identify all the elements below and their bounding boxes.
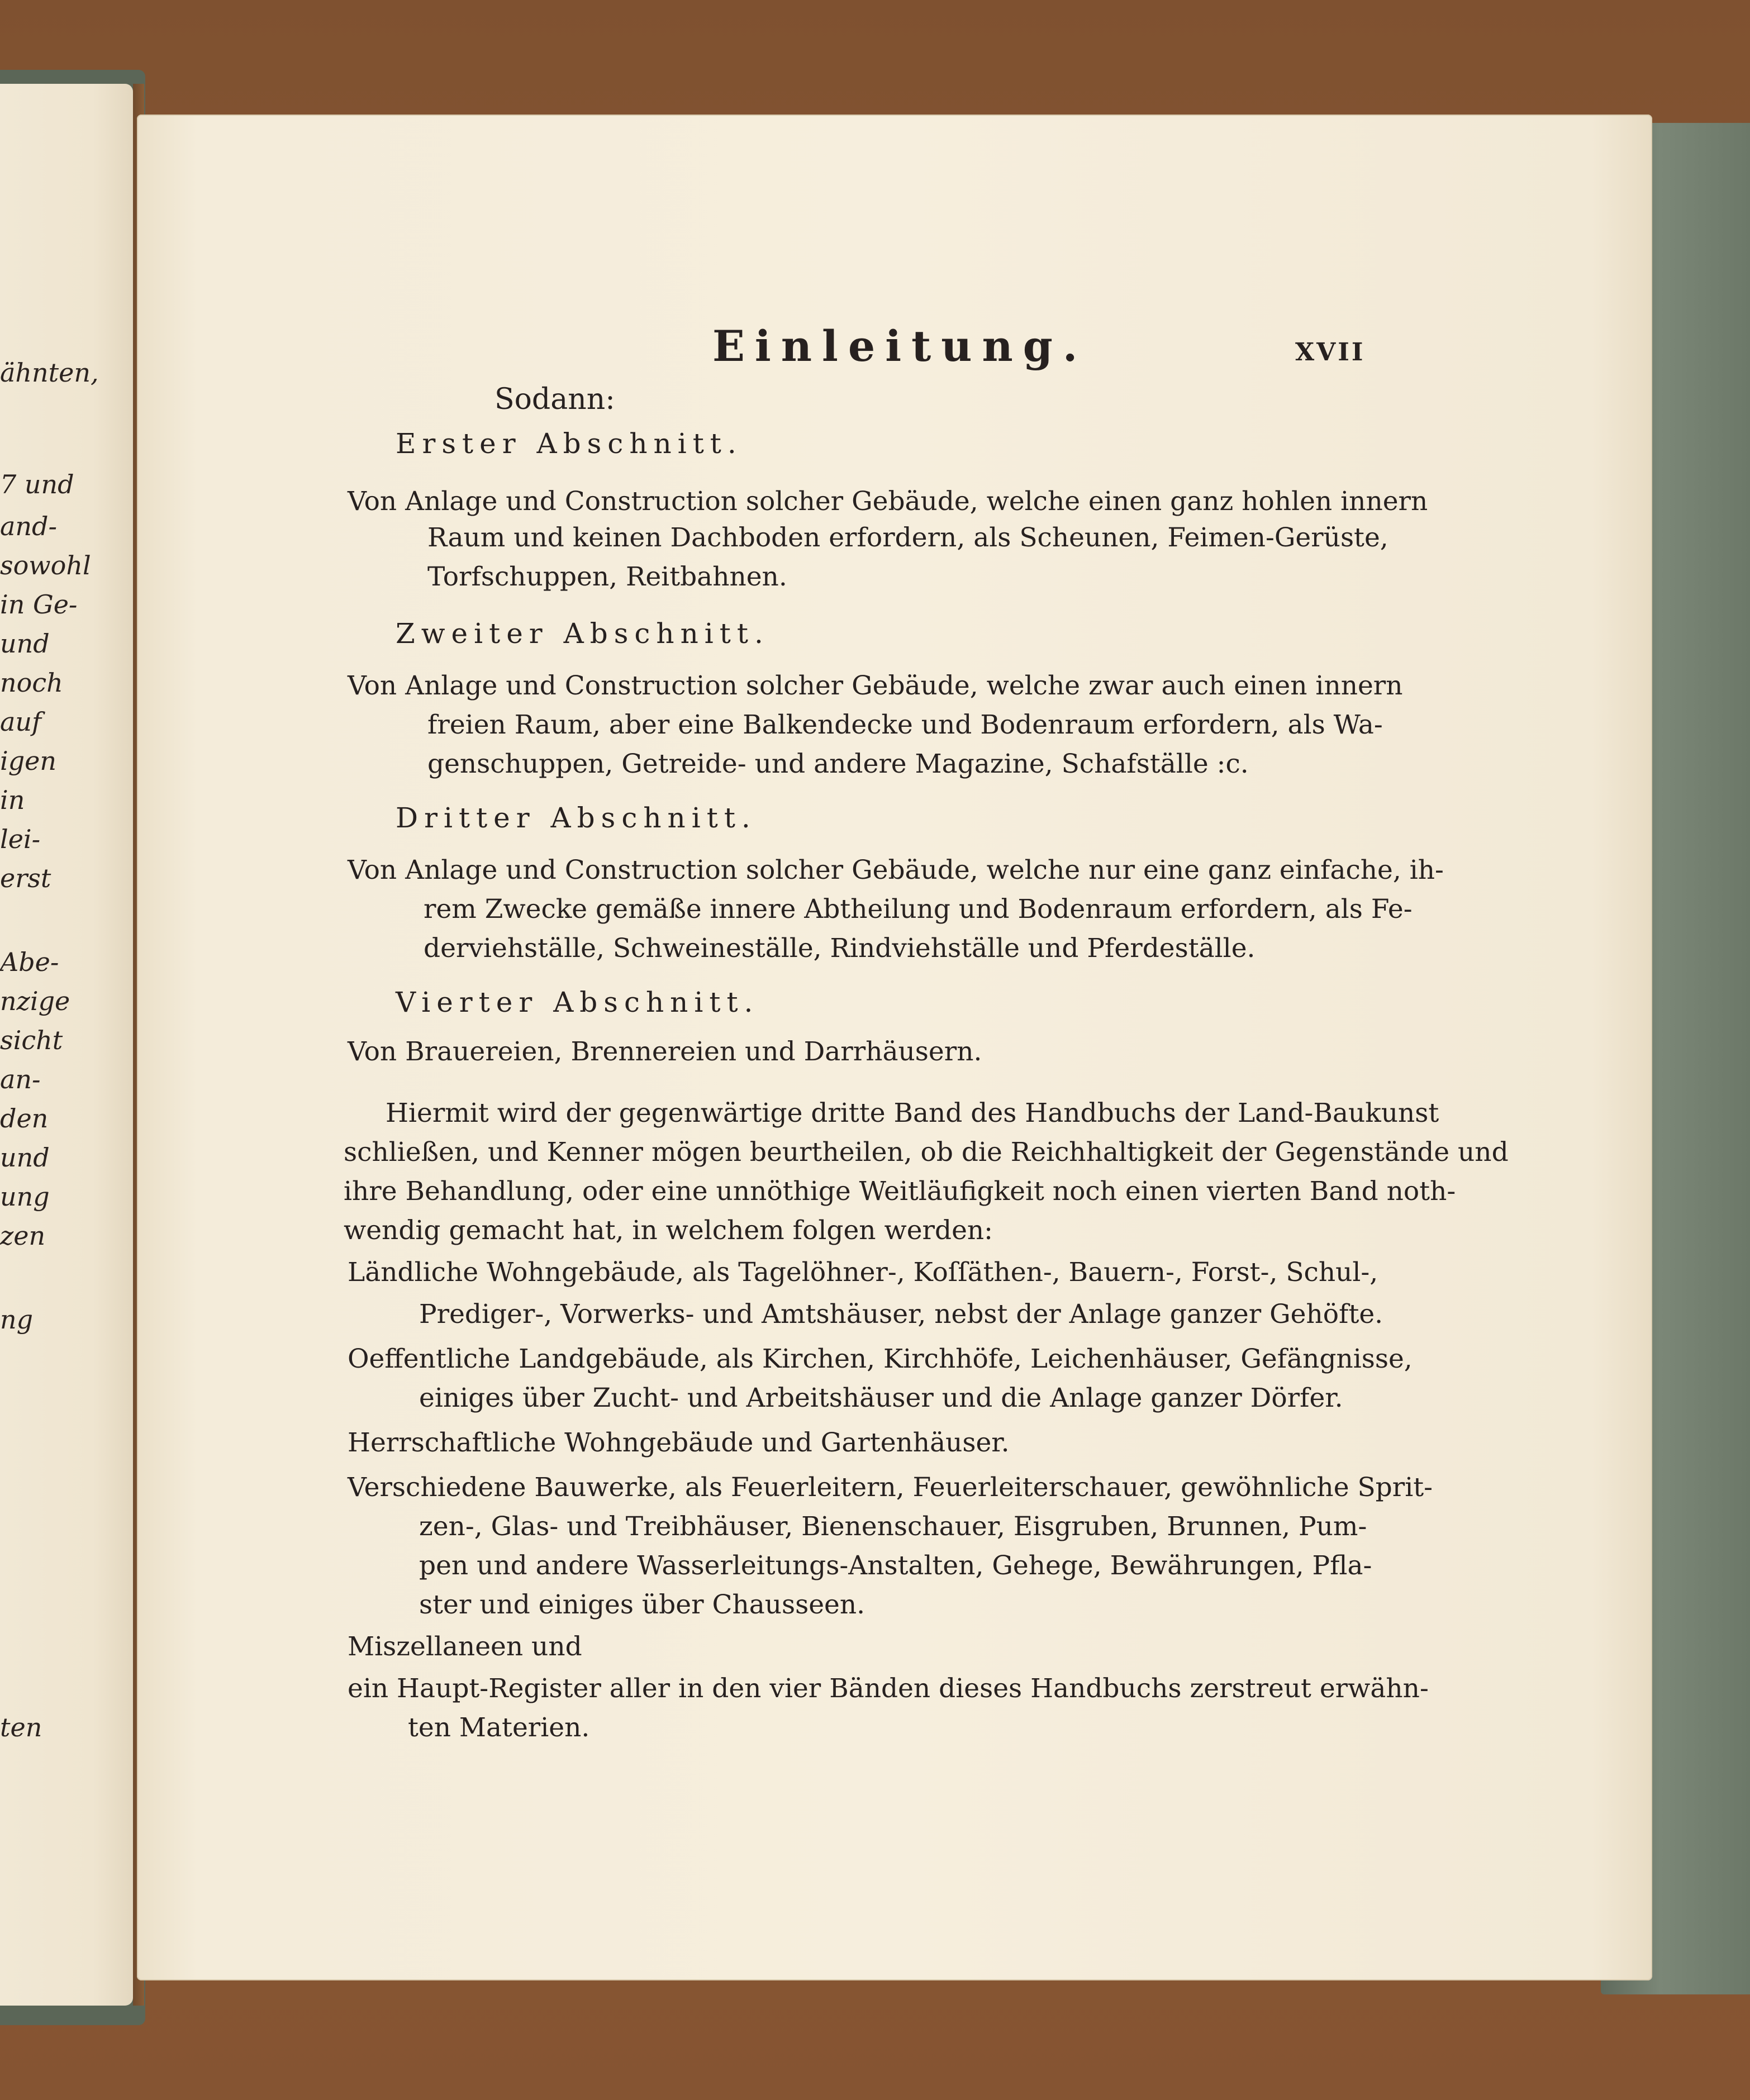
left-fragment: den: [0, 1103, 49, 1134]
left-fragment: noch: [0, 668, 63, 698]
volume-item-line: ten Materien.: [408, 1712, 590, 1743]
page-title: Einleitung.: [712, 321, 1088, 371]
left-fragment: ähnten,: [0, 358, 99, 388]
section-heading: Dritter Abschnitt.: [396, 802, 757, 834]
left-fragment: in: [0, 785, 25, 815]
left-fragment: sowohl: [0, 550, 91, 580]
section-line: rem Zwecke gemäße innere Abtheilung und Bodenraum erfordern, als Fe-: [424, 894, 1413, 925]
section-line: Von Anlage und Construction solcher Gebäude, welche nur eine ganz einfache, ih-: [348, 855, 1444, 885]
section-line: Von Brauereien, Brennereien und Darrhäusern.: [348, 1036, 982, 1067]
volume-item-line: ster und einiges über Chausseen.: [419, 1589, 866, 1620]
section-line: Torfschuppen, Reitbahnen.: [427, 561, 787, 592]
left-fragment: und: [0, 1142, 50, 1173]
section-line: derviehställe, Schweineställe, Rindviehställe und Pferdeställe.: [424, 933, 1256, 964]
section-line: genschuppen, Getreide- und andere Magazine, Schafställe :c.: [427, 749, 1249, 779]
sodann-label: Sodann:: [494, 383, 615, 416]
section-line: Raum und keinen Dachboden erfordern, als Scheunen, Feimen-Gerüste,: [427, 522, 1388, 553]
page-number: XVII: [1295, 338, 1366, 366]
volume-item-line: zen-, Glas- und Treibhäuser, Bienenschauer, Eisgruben, Brunnen, Pum-: [419, 1511, 1367, 1542]
left-fragment: in Ge-: [0, 589, 78, 620]
left-fragment: igen: [0, 746, 57, 776]
volume-item-line: ein Haupt-Register aller in den vier Bänden dieses Handbuchs zerstreut erwähn-: [348, 1673, 1429, 1704]
section-heading: Vierter Abschnitt.: [396, 986, 759, 1018]
closing-line: wendig gemacht hat, in welchem folgen werden:: [344, 1215, 993, 1246]
left-fragment: 7 und: [0, 469, 74, 499]
left-fragment: Abe-: [0, 947, 59, 977]
volume-item-line: Ländliche Wohngebäude, als Tagelöhner-, Koſſäthen-, Bauern-, Forst-, Schul-,: [348, 1257, 1378, 1288]
section-line: Von Anlage und Construction solcher Gebäude, welche einen ganz hohlen innern: [348, 486, 1428, 517]
volume-item-line: Oeffentliche Landgebäude, als Kirchen, Kirchhöfe, Leichenhäuser, Gefängnisse,: [348, 1344, 1413, 1374]
left-fragment: nzige: [0, 986, 70, 1016]
closing-line: schließen, und Kenner mögen beurtheilen, ob die Reichhaltigkeit der Gegenstände und: [344, 1137, 1509, 1168]
left-fragment: ng: [0, 1304, 34, 1335]
left-fragment: an-: [0, 1064, 41, 1094]
volume-item-line: Herrschaftliche Wohngebäude und Gartenhäuser.: [348, 1427, 1010, 1458]
left-fragment: lei-: [0, 824, 41, 854]
left-fragment: zen: [0, 1221, 46, 1251]
left-page: [0, 84, 133, 2006]
left-fragment: auf: [0, 707, 42, 737]
left-fragment: und: [0, 628, 50, 659]
left-fragment: ten: [0, 1712, 42, 1742]
volume-item-line: einiges über Zucht- und Arbeitshäuser und die Anlage ganzer Dörfer.: [419, 1383, 1343, 1413]
section-heading: Erster Abschnitt.: [396, 427, 743, 460]
section-line: Von Anlage und Construction solcher Gebäude, welche zwar auch einen innern: [348, 670, 1403, 701]
closing-line: ihre Behandlung, oder eine unnöthige Weitläufigkeit noch einen vierten Band noth-: [344, 1176, 1456, 1207]
volume-item-line: pen und andere Wasserleitungs-Anstalten, Gehege, Bewährungen, Pfla-: [419, 1550, 1372, 1581]
left-fragment: erst: [0, 863, 51, 893]
section-line: freien Raum, aber eine Balkendecke und Bodenraum erfordern, als Wa-: [427, 709, 1383, 740]
volume-item-line: Prediger-, Vorwerks- und Amtshäuser, nebst der Anlage ganzer Gehöfte.: [419, 1299, 1383, 1330]
left-fragment: sicht: [0, 1025, 63, 1055]
section-heading: Zweiter Abschnitt.: [396, 617, 769, 650]
left-fragment: ung: [0, 1182, 50, 1212]
volume-item-line: Miszellaneen und: [348, 1631, 582, 1662]
left-fragment: and-: [0, 511, 58, 541]
closing-line: Hiermit wird der gegenwärtige dritte Band des Handbuchs der Land-Baukunst: [386, 1098, 1439, 1128]
volume-item-line: Verschiedene Bauwerke, als Feuerleitern, Feuerleiterschauer, gewöhnliche Sprit-: [348, 1472, 1433, 1503]
